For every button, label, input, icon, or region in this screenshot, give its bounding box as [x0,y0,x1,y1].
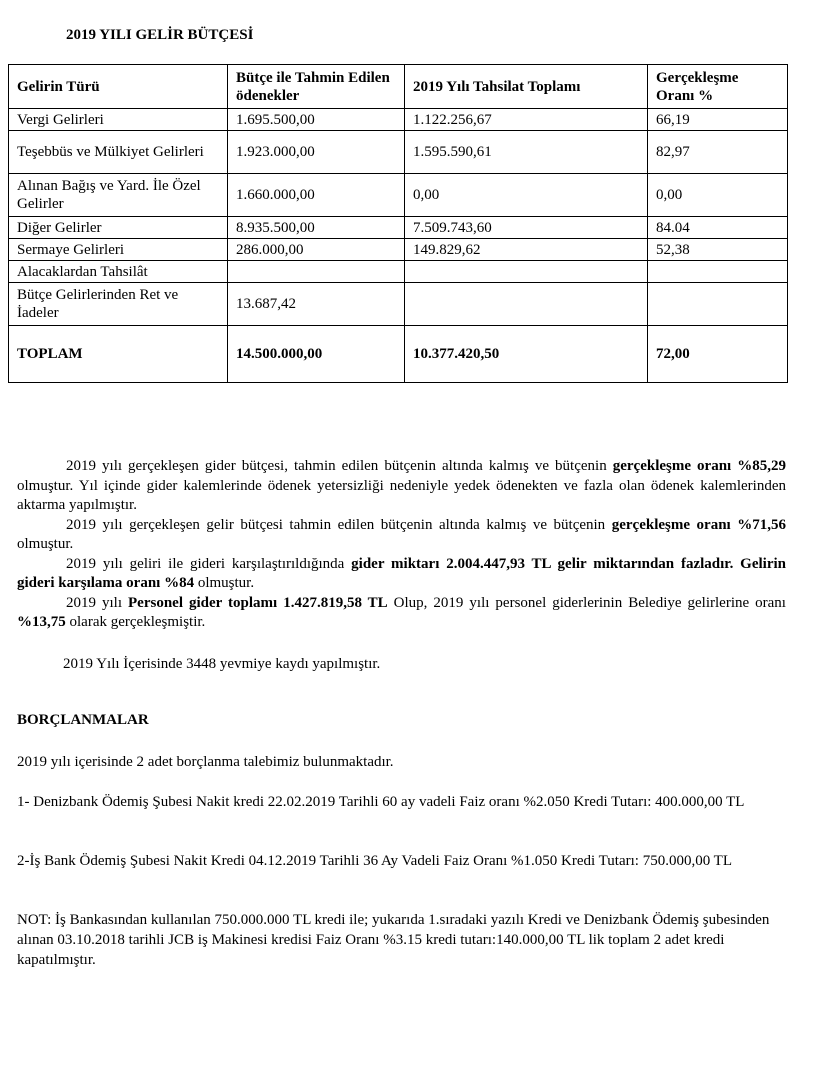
loan-note: NOT: İş Bankasından kullanılan 750.000.000 TL kredi ile; yukarıda 1.sıradaki yazılı Kredi ve Denizbank Ödemiş şubesinden alınan 03.10.2018 tarihli JCB iş Makinesi kredisi Faiz Oranı %3.15 kredi tutarı:140.000,00 TL lik toplam 2 adet kredi kapatılmıştır. [17,912,770,968]
header-estimated: Bütçe ile Tahmin Edilen ödenekler [228,65,405,109]
table-row [9,283,788,326]
cell-rate [648,283,788,326]
cell-collected: 149.829,62 [405,239,648,261]
cell-rate: 0,00 [648,174,788,217]
loan-item-1: 1- Denizbank Ödemiş Şubesi Nakit kredi 22.02.2019 Tarihli 60 ay vadeli Faiz oranı %2.050 Kredi Tutarı: 400.000,00 TL [17,794,745,810]
cell-income-type: Bütçe Gelirlerinden Ret ve İadeler [9,283,228,326]
cell-estimated: 13.687,42 [228,283,405,326]
total-estimated: 14.500.000,00 [228,326,405,383]
summary-paragraphs [17,457,786,633]
table-header-row [9,65,788,109]
table-row [9,261,788,283]
comparison-paragraph: 2019 yılı geliri ile gideri karşılaştırıldığında gider miktarı 2.004.447,93 TL gelir miktarından fazladır. Gelirin gideri karşılama oranı %84 olmuştur. [17,555,786,591]
expense-paragraph: 2019 yılı gerçekleşen gider bütçesi, tahmin edilen bütçenin altında kalmış ve bütçenin gerçekleşme oranı %85,29 olmuştur. Yıl içinde gider kalemlerinde ödenek yetersizliği nedeniyle yedek ödenekten ve fazla olan ödenek kalemlerinden aktarma yapılmıştır. [17,458,786,513]
income-budget-table [8,64,788,383]
total-label: TOPLAM [9,326,228,383]
cell-collected [405,283,648,326]
table-row [9,174,788,217]
journal-entry-note: 2019 Yılı İçerisinde 3448 yevmiye kaydı yapılmıştır. [63,656,381,672]
cell-estimated: 1.660.000,00 [228,174,405,217]
cell-estimated [228,261,405,283]
cell-income-type: Alacaklardan Tahsilât [9,261,228,283]
cell-estimated: 1.695.500,00 [228,109,405,131]
table-total-row [9,326,788,383]
cell-collected: 1.122.256,67 [405,109,648,131]
cell-income-type: Teşebbüs ve Mülkiyet Gelirleri [9,131,228,174]
table-row [9,109,788,131]
cell-income-type: Sermaye Gelirleri [9,239,228,261]
cell-collected: 7.509.743,60 [405,217,648,239]
borrowing-heading: BORÇLANMALAR [17,712,149,728]
cell-income-type: Diğer Gelirler [9,217,228,239]
table-row [9,239,788,261]
cell-rate: 66,19 [648,109,788,131]
table-row [9,217,788,239]
cell-collected [405,261,648,283]
total-collected: 10.377.420,50 [405,326,648,383]
cell-estimated: 1.923.000,00 [228,131,405,174]
header-collection-total: 2019 Yılı Tahsilat Toplamı [405,65,648,109]
cell-rate [648,261,788,283]
cell-rate: 84.04 [648,217,788,239]
cell-rate: 52,38 [648,239,788,261]
cell-estimated: 8.935.500,00 [228,217,405,239]
header-realization-rate: Gerçekleşme Oranı % [648,65,788,109]
total-rate: 72,00 [648,326,788,383]
loan-item-2: 2-İş Bank Ödemiş Şubesi Nakit Kredi 04.12.2019 Tarihli 36 Ay Vadeli Faiz Oranı %1.050 Kredi Tutarı: 750.000,00 TL [17,853,733,869]
cell-income-type: Vergi Gelirleri [9,109,228,131]
cell-rate: 82,97 [648,131,788,174]
personnel-paragraph: 2019 yılı Personel gider toplamı 1.427.819,58 TL Olup, 2019 yılı personel giderlerinin Belediye gelirlerine oranı %13,75 olarak gerçekleşmiştir. [17,594,786,630]
cell-collected: 0,00 [405,174,648,217]
cell-estimated: 286.000,00 [228,239,405,261]
table-row [9,131,788,174]
revenue-paragraph: 2019 yılı gerçekleşen gelir bütçesi tahmin edilen bütçenin altında kalmış ve bütçenin gerçekleşme oranı %71,56 olmuştur. [17,516,786,552]
borrowing-intro: 2019 yılı içerisinde 2 adet borçlanma talebimiz bulunmaktadır. [17,754,394,770]
page-title: 2019 YILI GELİR BÜTÇESİ [66,27,254,43]
cell-income-type: Alınan Bağış ve Yard. İle Özel Gelirler [9,174,228,217]
header-income-type: Gelirin Türü [9,65,228,109]
cell-collected: 1.595.590,61 [405,131,648,174]
